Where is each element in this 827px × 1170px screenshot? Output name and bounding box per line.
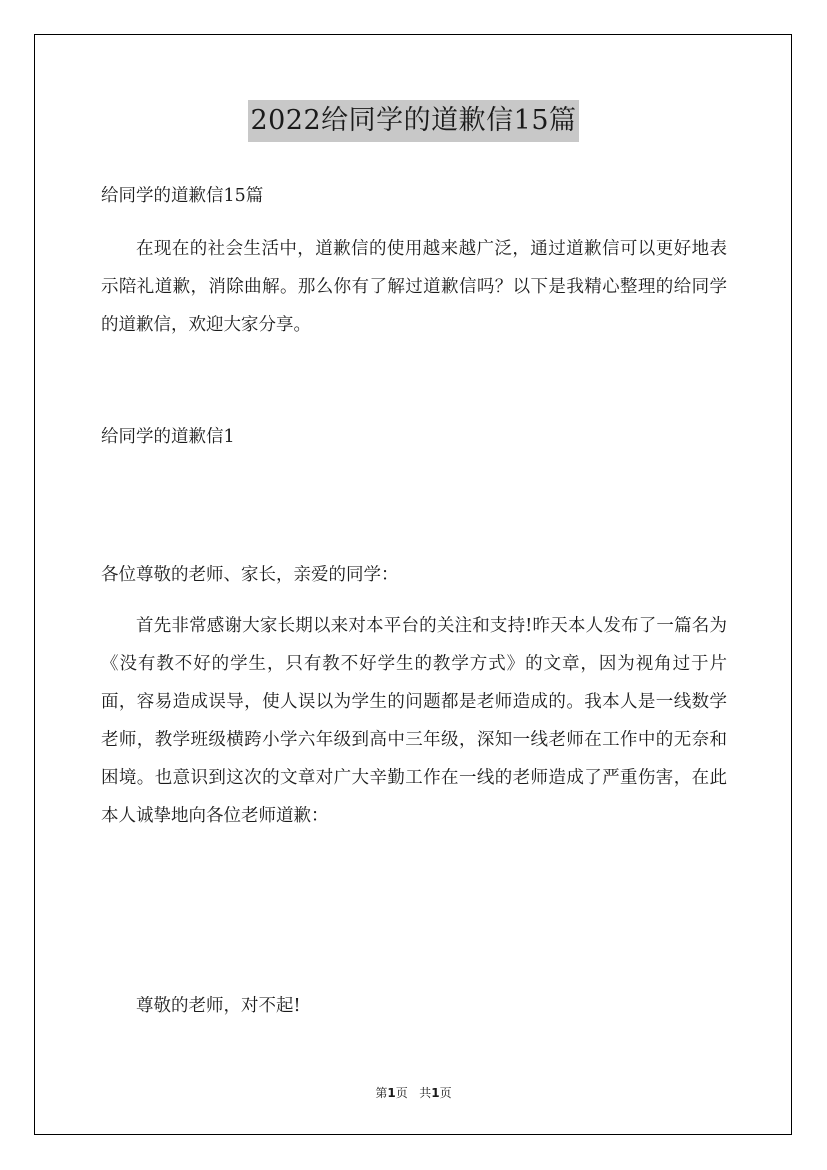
total-prefix: 共 xyxy=(419,1086,432,1100)
page-prefix: 第 xyxy=(375,1086,388,1100)
page-footer xyxy=(0,1084,827,1101)
page-number: 1 xyxy=(387,1086,396,1100)
total-pages: 1 xyxy=(431,1086,440,1100)
title-container xyxy=(0,100,827,142)
salutation: 各位尊敬的老师、家长，亲爱的同学： xyxy=(101,565,399,585)
total-suffix: 页 xyxy=(439,1086,452,1100)
body-paragraph: 首先非常感谢大家长期以来对本平台的关注和支持!昨天本人发布了一篇名为《没有教不好的学生，只有教不好学生的教学方式》的文章，因为视角过于片面，容易造成误导，使人误以为学生的问题都是老师造成的。我本人是一线数学老师，教学班级横跨小学六年级到高中三年级，深知一线老师在工作中的无奈和困境。也意识到这次的文章对广大辛勤工作在一线的老师造成了严重伤害，在此本人诚挚地向各位老师道歉： xyxy=(101,616,727,826)
closing-line: 尊敬的老师，对不起! xyxy=(136,996,301,1016)
page-suffix: 页 xyxy=(395,1086,408,1100)
document-title: 2022给同学的道歉信15篇 xyxy=(248,100,578,142)
intro-paragraph: 在现在的社会生活中，道歉信的使用越来越广泛，通过道歉信可以更好地表示陪礼道歉，消除曲解。那么你有了解过道歉信吗？以下是我精心整理的给同学的道歉信，欢迎大家分享。 xyxy=(101,239,727,335)
section-heading: 给同学的道歉信1 xyxy=(101,427,235,447)
document-subtitle: 给同学的道歉信15篇 xyxy=(101,186,264,206)
